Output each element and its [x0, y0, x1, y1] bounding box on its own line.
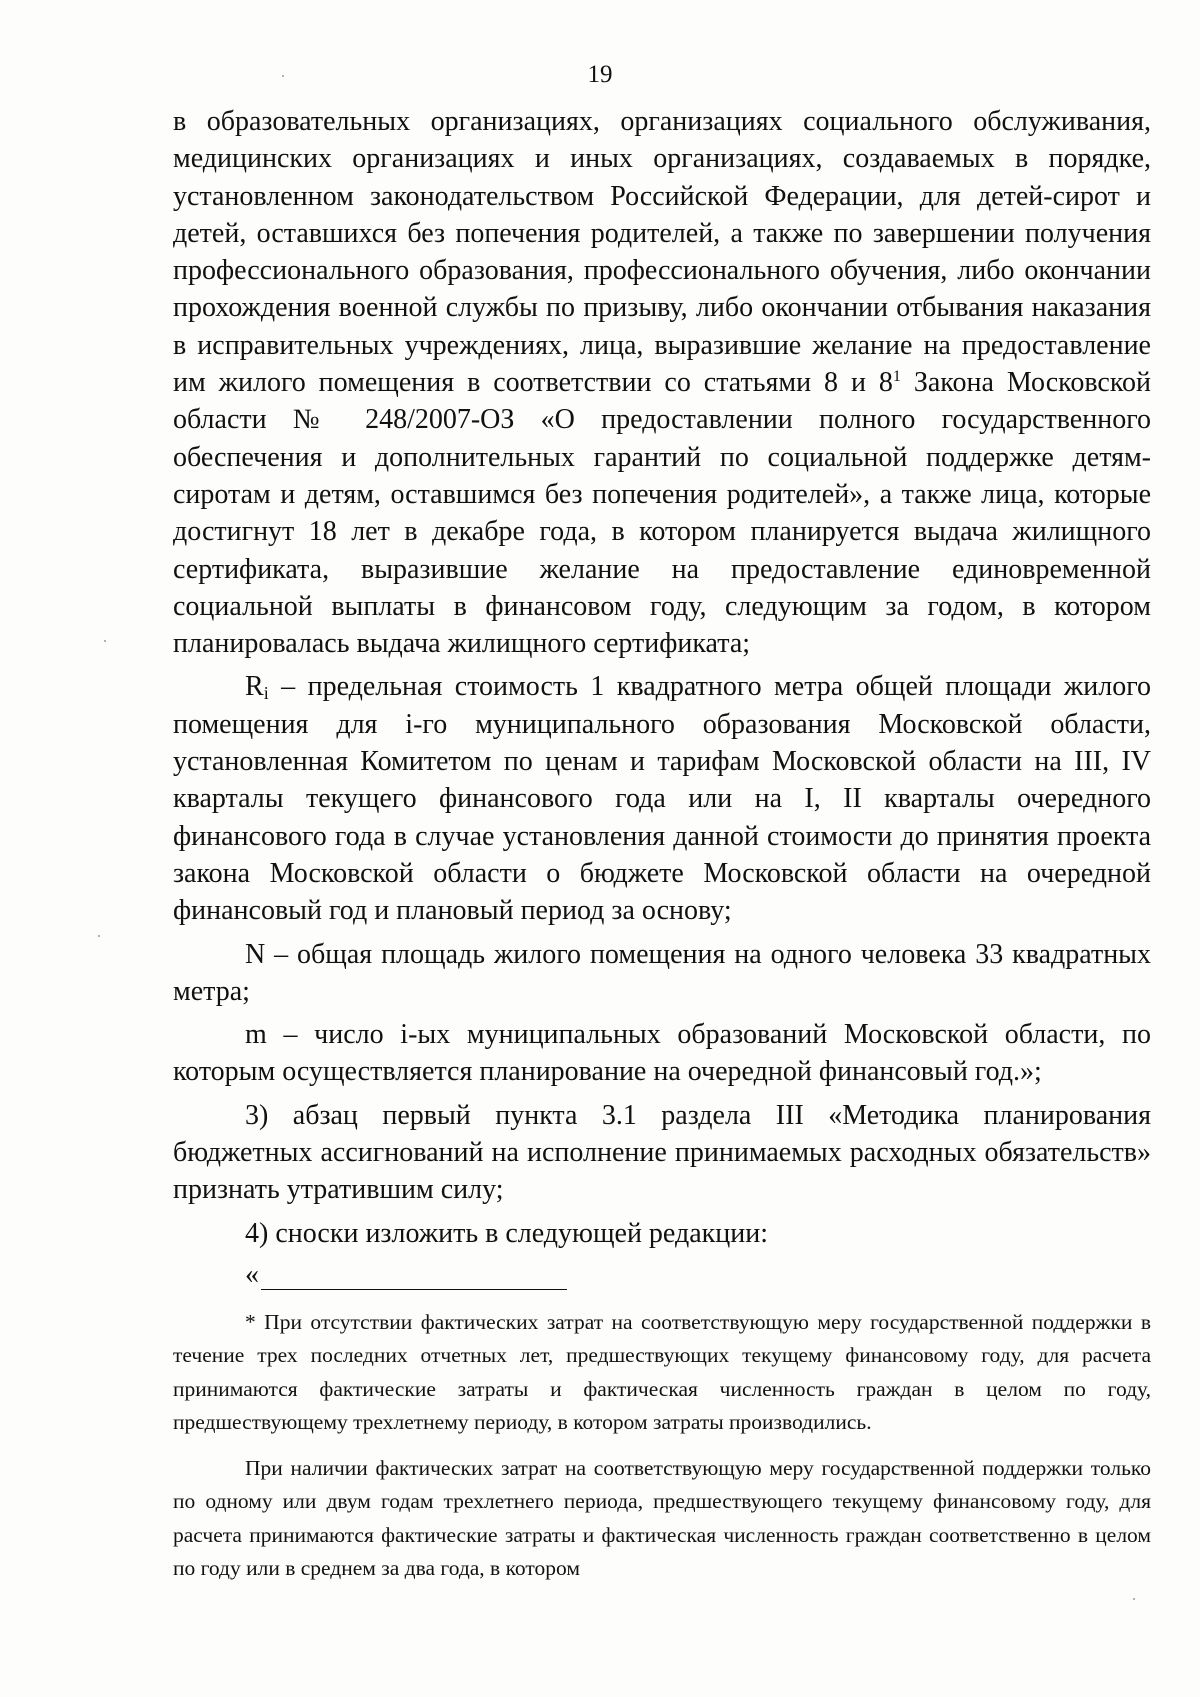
quote-separator-line — [245, 1256, 1151, 1290]
scan-speck — [1133, 1598, 1135, 1600]
paragraph-ri-definition — [173, 668, 1151, 929]
paragraph-m-definition: m – число i-ых муниципальных образований Московской области, по которым осуществляется планирование на очередной финансовый год.»; — [173, 1019, 1151, 1088]
paragraph-text-end: Закона Московской области № 248/2007-ОЗ «О предоставлении полного государственного обеспечения и дополнительных гарантий по социальной поддержке детям-сиротам и детям, оставшимся без попечения родителей», а также лица, которые достигнут 18 лет в декабре года, в котором планируется выдача жилищного сертификата, выразившие желание на предоставление единовременной социальной выплаты в финансовом году, следующим за годом, в котором планировалась выдача жилищного сертификата; — [173, 367, 1151, 660]
page-number: 19 — [587, 61, 613, 88]
footnote-separator-rule — [261, 1265, 567, 1290]
paragraph-continuation — [173, 103, 1151, 662]
footnotes-block — [173, 1306, 1151, 1586]
footnote-1: * При отсутствии фактических затрат на соответствующую меру государственной поддержки в течение трех последних отчетных лет, предшествующих текущему финансовому году, для расчета принимаются фактические затраты и фактическая численность граждан в целом по году, предшествующему трехлетнему периоду, в котором затраты производились. — [173, 1309, 1151, 1435]
paragraph-n-definition: N – общая площадь жилого помещения на одного человека 33 квадратных метра; — [173, 938, 1151, 1007]
opening-quote: « — [245, 1258, 259, 1290]
variable-subscript: i — [263, 683, 269, 704]
paragraph-text: в образовательных организациях, организациях социального обслуживания, медицинских организациях и иных организациях, создаваемых в порядке, установленном законодательством Российской Федерации, для детей-сирот и детей, оставшихся без попечения родителей, а также по завершении получения профессионального образования, профессионального обучения, либо окончании прохождения военной службы по призыву, либо окончании отбывания наказания в исправительных учреждениях, лица, выразившие желание на предоставление им жилого помещения в соответствии со статьями 8 и 8 — [173, 106, 1151, 399]
scan-speck — [282, 75, 284, 77]
paragraph-item-4: 4) сноски изложить в следующей редакции: — [245, 1217, 768, 1249]
scan-speck — [104, 640, 106, 642]
footnote-2: При наличии фактических затрат на соответствующую меру государственной поддержки только по одному или двум годам трехлетнего периода, предшествующего текущему финансовому году, для расчета принимаются фактические затраты и фактическая численность граждан соответственно в целом по году или в среднем за два года, в котором — [173, 1455, 1151, 1581]
variable-symbol: R — [245, 671, 264, 703]
paragraph-text: – предельная стоимость 1 квадратного метра общей площади жилого помещения для i-го муниципального образования Московской области, установленная Комитетом по ценам и тарифам Московской области на III, IV кварталы текущего финансового года или на I, II кварталы очередного финансового года в случае установления данной стоимости до принятия проекта закона Московской области о бюджете Московской области на очередной финансовый год и плановый период за основу; — [173, 671, 1151, 927]
scan-speck — [98, 935, 100, 937]
paragraph-item-3: 3) абзац первый пункта 3.1 раздела III «Методика планирования бюджетных ассигнований на исполнение принимаемых расходных обязательств» признать утратившим силу; — [173, 1099, 1151, 1206]
superscript: 1 — [892, 368, 901, 386]
document-body — [173, 103, 1151, 1586]
